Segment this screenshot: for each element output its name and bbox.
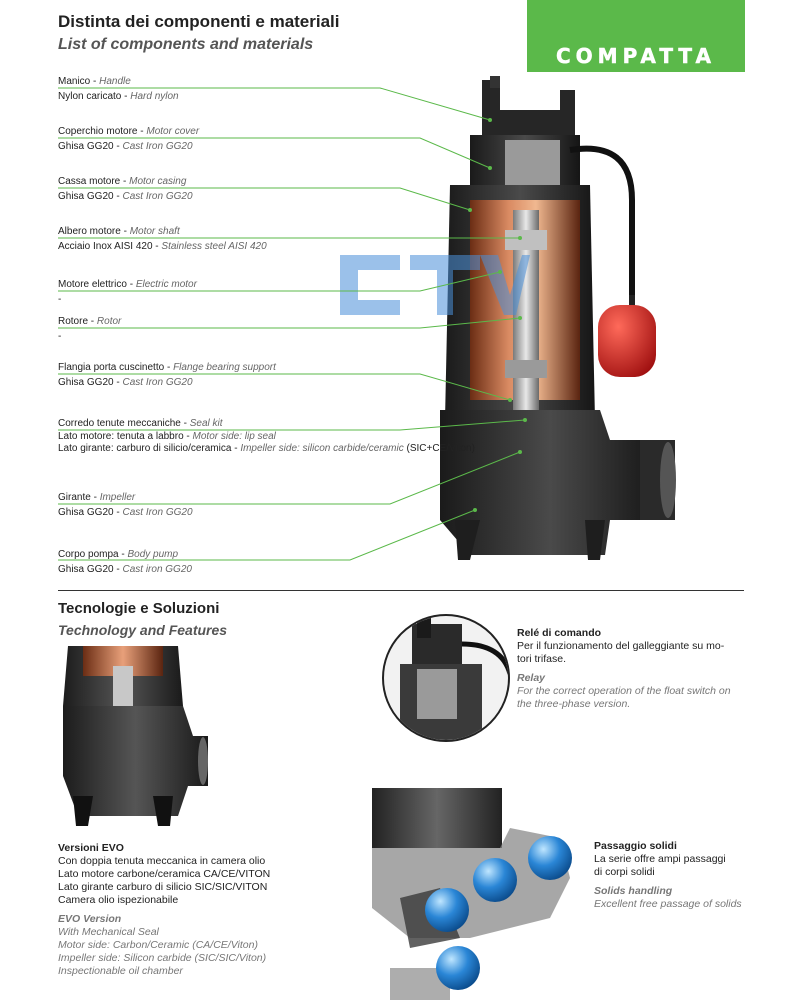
- component-name: Albero motore: [58, 226, 121, 237]
- solids-description: [594, 840, 764, 911]
- tech-section-subtitle: Technology and Features: [58, 622, 228, 638]
- relay-text-it-2: tori trifase.: [517, 653, 567, 665]
- relay-title: Relé di comando: [517, 627, 602, 639]
- component-motor-casing: Cassa motore - Motor casing Ghisa GG20 - Cast Iron GG20: [58, 176, 193, 202]
- component-motor-cover: Coperchio motore - Motor cover Ghisa GG20 - Cast Iron GG20: [58, 126, 200, 152]
- material-en: Stainless steel AISI 420: [161, 241, 267, 252]
- material: Ghisa GG20: [58, 191, 114, 202]
- material: Acciaio Inox AISI 420: [58, 241, 153, 252]
- material-en: Cast Iron GG20: [122, 191, 193, 202]
- material-en: Hard nylon: [130, 91, 179, 102]
- evo-line-it: Con doppia tenuta meccanica in camera olio: [58, 855, 266, 867]
- component-name-en: Electric motor: [135, 279, 197, 290]
- component-seal-kit: Corredo tenute meccaniche - Seal kit Lato motore: tenuta a labbro - Motor side: lip seal Lato girante: carburo di silicio/ceramica - Impeller side: silicon carbide/ceramic (SIC+CE/Viton): [58, 418, 475, 454]
- evo-line-en: With Mechanical Seal: [58, 926, 159, 938]
- relay-text-it-1: Per il funzionamento del galleggiante su mo-: [517, 640, 725, 652]
- page-subtitle: List of components and materials: [58, 36, 314, 53]
- component-name-en: Motor shaft: [129, 226, 180, 237]
- material: Ghisa GG20: [58, 564, 114, 575]
- solids-handling-image: [370, 788, 585, 1000]
- solids-title-en: Solids handling: [594, 885, 673, 897]
- solids-title: Passaggio solidi: [594, 840, 677, 852]
- component-name: Cassa motore: [58, 176, 121, 187]
- component-motor-shaft: Albero motore - Motor shaft Acciaio Inox AISI 420 - Stainless steel AISI 420: [58, 226, 267, 252]
- relay-title-en: Relay: [517, 672, 546, 684]
- relay-description: [517, 627, 737, 711]
- component-electric-motor: Motore elettrico - Electric motor -: [58, 279, 197, 305]
- component-name: Girante: [58, 492, 91, 503]
- component-flange-bearing-support: Flangia porta cuscinetto - Flange bearing support Ghisa GG20 - Cast Iron GG20: [58, 362, 276, 388]
- brand-logo-text: COMPATTA: [556, 44, 716, 68]
- component-name-en: Flange bearing support: [173, 362, 276, 373]
- component-name-en: Motor cover: [146, 126, 200, 137]
- material: Nylon caricato: [58, 91, 122, 102]
- relay-text-en-1: For the correct operation of the float switch on: [517, 685, 731, 697]
- material: Ghisa GG20: [58, 141, 114, 152]
- relay-text-en-2: the three-phase version.: [517, 698, 631, 710]
- evo-title-en: EVO Version: [58, 913, 122, 925]
- component-name-en: Impeller: [99, 492, 136, 503]
- evo-line-it: Lato girante carburo di silicio SIC/SIC/VITON: [58, 881, 268, 893]
- material-en: Cast Iron GG20: [122, 377, 193, 388]
- page-title: Distinta dei componenti e materiali: [58, 12, 340, 31]
- solids-text-en: Excellent free passage of solids: [594, 898, 742, 910]
- component-name-en: Motor casing: [129, 176, 187, 187]
- evo-description: [58, 842, 358, 978]
- material: Lato motore: tenuta a labbro: [58, 431, 184, 442]
- material-en: Motor side: lip seal: [192, 431, 276, 442]
- component-name: Motore elettrico: [58, 279, 127, 290]
- component-name-en: Seal kit: [189, 418, 223, 429]
- component-impeller: Girante - Impeller Ghisa GG20 - Cast Iron GG20: [58, 492, 193, 518]
- solids-text-it-2: di corpi solidi: [594, 866, 655, 878]
- material: Ghisa GG20: [58, 507, 114, 518]
- material-secondary-code: (SIC+CE/Viton): [406, 443, 475, 454]
- component-name: Corpo pompa: [58, 549, 119, 560]
- component-name: Rotore: [58, 316, 89, 327]
- component-name: Corredo tenute meccaniche: [58, 418, 181, 429]
- solids-text-it-1: La serie offre ampi passaggi: [594, 853, 726, 865]
- material: -: [58, 294, 62, 305]
- evo-line-it: Camera olio ispezionabile: [58, 894, 179, 906]
- component-name-en: Body pump: [127, 549, 179, 560]
- tech-section-title: Tecnologie e Soluzioni: [58, 600, 220, 617]
- evo-line-en: Motor side: Carbon/Ceramic (CA/CE/Viton): [58, 939, 258, 951]
- material: Ghisa GG20: [58, 377, 114, 388]
- evo-title: Versioni EVO: [58, 842, 124, 854]
- component-body-pump: Corpo pompa - Body pump Ghisa GG20 - Cast iron GG20: [58, 549, 192, 575]
- component-name: Flangia porta cuscinetto: [58, 362, 165, 373]
- material-en: Cast Iron GG20: [122, 507, 193, 518]
- component-rotor: Rotore - Rotor -: [58, 316, 122, 342]
- material-en: Cast Iron GG20: [122, 141, 193, 152]
- material-secondary: Lato girante: carburo di silicio/ceramica: [58, 443, 232, 454]
- relay-detail-image: [382, 614, 510, 742]
- component-handle: Manico - Handle Nylon caricato - Hard nylon: [58, 76, 179, 102]
- evo-line-en: Inspectionable oil chamber: [58, 965, 183, 977]
- component-name: Coperchio motore: [58, 126, 138, 137]
- material: -: [58, 331, 62, 342]
- section-divider: [58, 590, 744, 591]
- evo-line-en: Impeller side: Silicon carbide (SIC/SIC/Viton): [58, 952, 267, 964]
- evo-line-it: Lato motore carbone/ceramica CA/CE/VITON: [58, 868, 271, 880]
- evo-version-image: [58, 646, 208, 826]
- component-name-en: Handle: [99, 76, 131, 87]
- material-en: Cast iron GG20: [122, 564, 192, 575]
- material-secondary-en: Impeller side: silicon carbide/ceramic: [240, 443, 404, 454]
- component-name-en: Rotor: [96, 316, 122, 327]
- component-name: Manico: [58, 76, 91, 87]
